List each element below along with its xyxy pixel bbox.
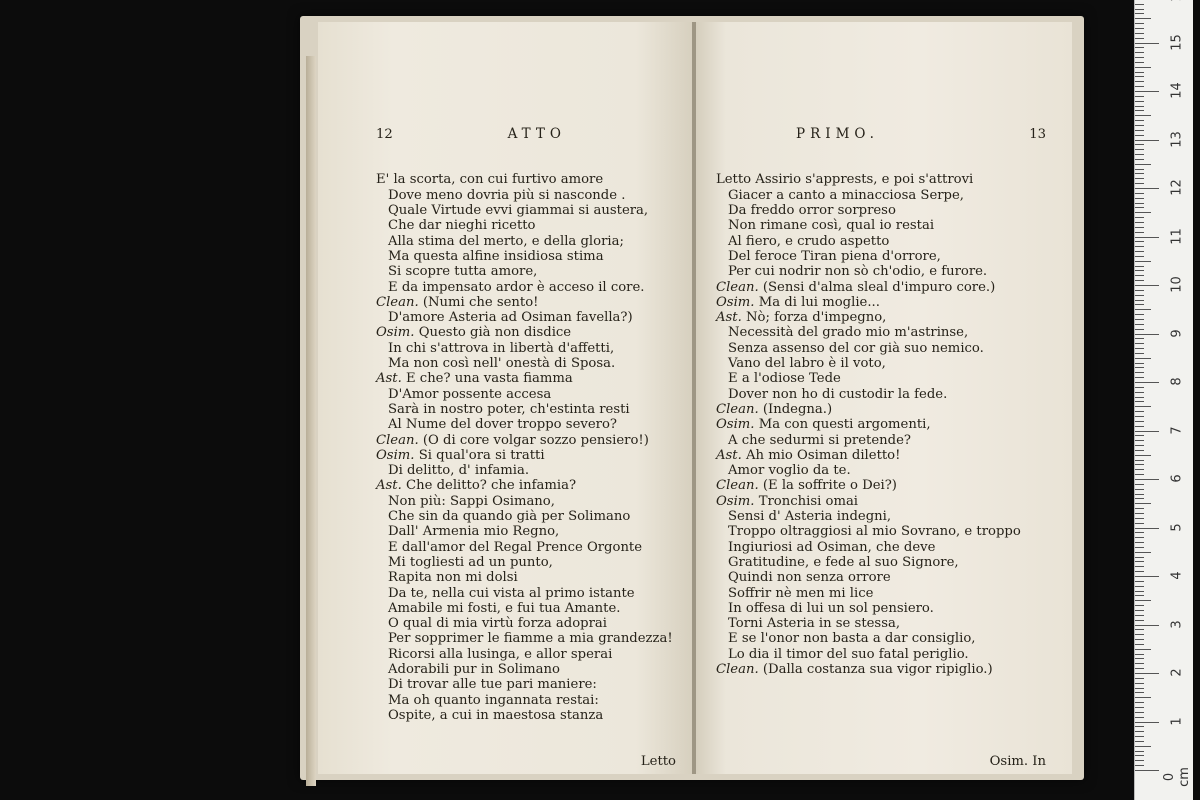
verse-line: Ingiuriosi ad Osiman, che deve (728, 539, 936, 555)
verse-line: Giacer a canto a minacciosa Serpe, (728, 187, 964, 203)
ruler-tick (1135, 295, 1144, 296)
verse-line: Necessità del grado mio m'astrinse, (728, 325, 969, 341)
ruler-tick (1135, 81, 1144, 82)
verse-line: Alla stima del merto, e della gloria; (388, 233, 624, 249)
verse-line: Ricorsi alla lusinga, e allor sperai (388, 646, 613, 662)
ruler-tick (1135, 532, 1144, 533)
ruler-tick (1135, 246, 1144, 247)
ruler-tick (1135, 198, 1144, 199)
ruler-tick (1135, 232, 1144, 233)
verse-line: Osim. Questo già non disdice (376, 325, 572, 341)
ruler-tick (1135, 547, 1144, 548)
ruler-tick (1135, 726, 1144, 727)
ruler-tick (1135, 634, 1144, 635)
ruler-number: 12 (1169, 179, 1185, 196)
ruler-tick (1135, 450, 1144, 451)
ruler-tick (1135, 722, 1159, 723)
ruler-tick (1135, 91, 1159, 92)
ruler-tick (1135, 280, 1144, 281)
ruler-tick (1135, 542, 1144, 543)
ruler-tick (1135, 106, 1144, 107)
ruler-tick (1135, 23, 1144, 24)
ruler-tick (1135, 571, 1144, 572)
verse-line: Si scopre tutta amore, (388, 264, 538, 280)
ruler-tick (1135, 746, 1151, 747)
ruler-tick (1135, 654, 1144, 655)
ruler-tick (1135, 464, 1144, 465)
verse-line: Sensi d' Asteria indegni, (728, 509, 892, 525)
ruler-tick (1135, 9, 1144, 10)
ruler-tick (1135, 329, 1144, 330)
ruler-tick (1135, 518, 1144, 519)
ruler-tick (1135, 159, 1144, 160)
ruler-tick (1135, 503, 1151, 504)
verse-line: Adorabili pur in Solimano (388, 661, 560, 677)
left-page-header (376, 127, 676, 142)
ruler-tick (1135, 697, 1151, 698)
ruler-tick (1135, 251, 1144, 252)
ruler-tick (1135, 552, 1151, 553)
ruler-tick (1135, 154, 1144, 155)
ruler-tick (1135, 43, 1159, 44)
ruler-tick (1135, 377, 1144, 378)
ruler-tick (1135, 678, 1144, 679)
ruler-tick (1135, 528, 1159, 529)
ruler-tick (1135, 227, 1144, 228)
ruler-tick (1135, 615, 1144, 616)
ruler-tick (1135, 275, 1144, 276)
ruler-tick (1135, 576, 1159, 577)
right-page-text (716, 96, 1046, 800)
ruler-tick (1135, 455, 1151, 456)
verse-line: Rapita non mi dolsi (388, 570, 518, 586)
verse-line: Osim. Si qual'ora si tratti (376, 447, 545, 463)
verse-line: E a l'odiose Tede (728, 371, 841, 387)
ruler-tick (1135, 266, 1144, 267)
ruler-tick (1135, 668, 1144, 669)
verse-line: E dall'amor del Regal Prence Orgonte (388, 539, 643, 555)
ruler-tick (1135, 479, 1159, 480)
verse-line: Di trovar alle tue pari maniere: (388, 677, 597, 693)
ruler-tick (1135, 164, 1151, 165)
speaker-label: Clean. (716, 401, 759, 417)
ruler-tick (1135, 707, 1144, 708)
ruler-tick (1135, 324, 1144, 325)
ruler-tick (1135, 591, 1144, 592)
speaker-label: Clean. (716, 661, 759, 677)
verse-line: Clean. (Numi che sento! (376, 294, 539, 310)
ruler-tick (1135, 639, 1144, 640)
ruler-tick (1135, 411, 1144, 412)
verse-line: Ospite, a cui in maestosa stanza (388, 707, 604, 723)
ruler-number: 5 (1169, 522, 1185, 532)
ruler-tick (1135, 382, 1159, 383)
ruler-tick (1135, 38, 1144, 39)
ruler-tick (1135, 169, 1144, 170)
ruler-tick (1135, 319, 1144, 320)
ruler-tick (1135, 489, 1144, 490)
verse-line: Ma oh quanto ingannata restai: (388, 692, 599, 708)
ruler-tick (1135, 717, 1144, 718)
ruler-tick (1135, 426, 1144, 427)
verse-line: In offesa di lui un sol pensiero. (728, 600, 934, 616)
verse-line: Quale Virtude evvi giammai si austera, (388, 203, 649, 219)
ruler-tick (1135, 140, 1159, 141)
verse-line: Troppo oltraggiosi al mio Sovrano, e troppo (728, 524, 1021, 540)
verse-line: Dover non ho di custodir la fede. (728, 386, 948, 402)
ruler-tick (1135, 86, 1144, 87)
ruler-number: 15 (1169, 33, 1185, 51)
speaker-label: Osim. (376, 325, 415, 341)
ruler-tick (1135, 683, 1144, 684)
ruler-tick (1135, 193, 1144, 194)
right-page-lines (716, 172, 1046, 677)
ruler-tick (1135, 557, 1144, 558)
ruler-number: 14 (1169, 82, 1185, 99)
ruler-tick (1135, 460, 1144, 461)
ruler-tick (1135, 62, 1144, 63)
ruler-tick (1135, 663, 1144, 664)
verse-line: Che dar nieghi ricetto (388, 218, 536, 234)
ruler-tick (1135, 421, 1144, 422)
ruler-tick (1135, 348, 1144, 349)
ruler-tick (1135, 18, 1151, 19)
verse-line: O qual di mia virtù forza adoprai (388, 616, 607, 632)
verse-line: Quindi non senza orrore (728, 570, 891, 586)
ruler-tick (1135, 431, 1159, 432)
verse-line: Vano del labro è il voto, (728, 356, 886, 372)
ruler-tick (1135, 363, 1144, 364)
ruler-tick (1135, 751, 1144, 752)
ruler-tick (1135, 130, 1144, 131)
ruler-tick (1135, 76, 1144, 77)
ruler-tick (1135, 222, 1144, 223)
ruler-tick (1135, 416, 1144, 417)
ruler-tick (1135, 334, 1159, 335)
verse-line: Clean. (Sensi d'alma sleal d'impuro core.) (716, 279, 996, 295)
ruler-number: 2 (1169, 668, 1185, 677)
ruler-tick (1135, 67, 1151, 68)
verse-line: A che sedurmi si pretende? (728, 432, 911, 448)
right-catchword: Osim. In (989, 753, 1046, 769)
ruler-tick (1135, 183, 1144, 184)
ruler-tick (1135, 605, 1144, 606)
ruler-tick (1135, 135, 1144, 136)
ruler-tick (1135, 620, 1144, 621)
ruler-tick (1135, 755, 1144, 756)
ruler-number (1170, 0, 1185, 6)
ruler-tick (1135, 241, 1144, 242)
ruler-tick (1135, 115, 1151, 116)
verse-line: Clean. (Dalla costanza sua vigor ripiglio.) (716, 661, 993, 677)
ruler-number: 13 (1169, 130, 1185, 148)
ruler-tick (1135, 256, 1144, 257)
ruler-tick (1135, 188, 1159, 189)
verse-line: Lo dia il timor del suo fatal periglio. (728, 646, 969, 662)
verse-line: Osim. Ma di lui moglie... (716, 294, 880, 310)
verse-line: Clean. (Indegna.) (716, 401, 833, 417)
ruler-tick (1135, 212, 1151, 213)
ruler-tick (1135, 712, 1144, 713)
verse-line: Ast. E che? una vasta fiamma (376, 371, 573, 387)
ruler-number: 7 (1169, 425, 1185, 435)
speaker-label: Clean. (376, 432, 419, 448)
verse-line: D'amore Asteria ad Osiman favella?) (388, 310, 633, 326)
ruler-tick (1135, 595, 1144, 596)
verse-line: In chi s'attrova in libertà d'affetti, (388, 340, 615, 356)
left-page-lines (376, 172, 676, 723)
ruler-tick (1135, 358, 1151, 359)
ruler-tick (1135, 629, 1144, 630)
ruler-tick (1135, 353, 1144, 354)
verse-line: E da impensato ardor è acceso il core. (388, 279, 645, 295)
ruler-tick (1135, 290, 1144, 291)
ruler-tick (1135, 304, 1144, 305)
verse-line: Sarà in nostro poter, ch'estinta resti (388, 401, 630, 417)
speaker-label: Clean. (376, 294, 419, 310)
verse-line: Per sopprimer le fiamme a mia grandezza! (388, 631, 673, 647)
verse-line: Da freddo orror sorpreso (728, 203, 896, 219)
verse-line: E se l'onor non basta a dar consiglio, (728, 631, 976, 647)
ruler-tick (1135, 401, 1144, 402)
ruler-tick (1135, 314, 1144, 315)
open-book (300, 16, 1084, 780)
ruler-tick (1135, 178, 1144, 179)
ruler-tick (1135, 435, 1144, 436)
ruler-tick (1135, 692, 1144, 693)
ruler-tick (1135, 343, 1144, 344)
verse-line: Amor voglio da te. (728, 463, 851, 479)
ruler-tick (1135, 445, 1144, 446)
ruler-tick (1135, 658, 1144, 659)
verse-line: Ast. Nò; forza d'impegno, (716, 310, 887, 326)
ruler-tick (1135, 72, 1144, 73)
verse-line: Senza assenso del cor già suo nemico. (728, 340, 984, 356)
ruler-tick (1135, 406, 1151, 407)
ruler-tick (1135, 149, 1144, 150)
verse-line: D'Amor possente accesa (388, 386, 552, 402)
ruler-tick (1135, 770, 1159, 771)
verse-line: Per cui nodrir non sò ch'odio, e furore. (728, 264, 988, 280)
speaker-label: Ast. (376, 478, 402, 494)
verse-line: Osim. Tronchisi omai (716, 493, 859, 509)
ruler-tick (1135, 203, 1144, 204)
left-running-title: ATTO (507, 125, 566, 142)
verse-line: Clean. (O di core volgar sozzo pensiero!) (376, 432, 649, 448)
ruler-tick (1135, 741, 1144, 742)
verse-line: Gratitudine, e fede al suo Signore, (728, 554, 959, 570)
measuring-ruler (1134, 0, 1193, 800)
ruler-tick (1135, 144, 1144, 145)
verse-line: Dall' Armenia mio Regno, (388, 524, 560, 540)
ruler-number: 11 (1169, 227, 1185, 245)
verse-line: Amabile mi fosti, e fui tua Amante. (388, 600, 621, 616)
ruler-tick (1135, 392, 1144, 393)
ruler-tick (1135, 760, 1144, 761)
ruler-number: 3 (1169, 619, 1185, 629)
ruler-tick (1135, 261, 1151, 262)
left-page-number: 12 (376, 126, 393, 142)
ruler-number: 1 (1169, 716, 1185, 726)
verse-line: Ma questa alfine insidiosa stima (388, 248, 604, 264)
ruler-tick (1135, 484, 1144, 485)
ruler-tick (1135, 397, 1144, 398)
verse-line: Del feroce Tiran piena d'orrore, (728, 248, 941, 264)
verse-line: Da te, nella cui vista al primo istante (388, 585, 635, 601)
ruler-tick (1135, 207, 1144, 208)
ruler-tick (1135, 309, 1151, 310)
ruler-tick (1135, 673, 1159, 674)
ruler-tick (1135, 537, 1144, 538)
ruler-tick (1135, 237, 1159, 238)
ruler-tick (1135, 57, 1144, 58)
ruler-tick (1135, 367, 1144, 368)
verse-line: Non rimane così, qual io restai (728, 218, 935, 234)
ruler-tick (1135, 125, 1144, 126)
ruler-tick (1135, 688, 1144, 689)
ruler-tick (1135, 285, 1159, 286)
ruler-tick (1135, 508, 1144, 509)
speaker-label: Clean. (716, 279, 759, 295)
speaker-label: Osim. (716, 493, 755, 509)
ruler-tick (1135, 581, 1144, 582)
right-page-number: 13 (1029, 126, 1046, 142)
ruler-tick (1135, 270, 1144, 271)
ruler-tick (1135, 494, 1144, 495)
ruler-tick (1135, 52, 1144, 53)
speaker-label: Clean. (716, 478, 759, 494)
verse-line: Ast. Che delitto? che infamia? (376, 478, 577, 494)
ruler-tick (1135, 513, 1144, 514)
ruler-number: 9 (1169, 328, 1185, 338)
verse-line: Al fiero, e crudo aspetto (728, 233, 890, 249)
verse-line: Al Nume del dover troppo severo? (388, 417, 617, 433)
ruler-tick (1135, 440, 1144, 441)
ruler-tick (1135, 120, 1144, 121)
right-running-title: PRIMO. (796, 125, 879, 142)
ruler-tick (1135, 338, 1144, 339)
ruler-tick (1135, 649, 1151, 650)
verse-line: Ma non così nell' onestà di Sposa. (388, 356, 616, 372)
ruler-tick (1135, 110, 1144, 111)
ruler-tick (1135, 765, 1144, 766)
ruler-tick (1135, 610, 1144, 611)
verse-line: Soffrir nè men mi lice (728, 585, 874, 601)
verse-line: E' la scorta, con cui furtivo amore (376, 172, 604, 188)
ruler-tick (1135, 469, 1144, 470)
verse-line: Ast. Ah mio Osiman diletto! (716, 447, 901, 463)
ruler-tick (1135, 644, 1144, 645)
speaker-label: Ast. (376, 371, 402, 387)
ruler-tick (1135, 561, 1144, 562)
verse-line: Osim. Ma con questi argomenti, (716, 417, 931, 433)
ruler-tick (1135, 498, 1144, 499)
left-page-text (376, 96, 676, 800)
speaker-label: Osim. (716, 294, 755, 310)
speaker-label: Osim. (716, 417, 755, 433)
ruler-tick (1135, 13, 1144, 14)
verse-line: Dove meno dovria più si nasconde . (388, 187, 626, 203)
ruler-tick (1135, 4, 1144, 5)
ruler-tick (1135, 702, 1144, 703)
ruler-tick (1135, 586, 1144, 587)
ruler-tick (1135, 625, 1159, 626)
ruler-number: 4 (1169, 571, 1185, 580)
ruler-tick (1135, 300, 1144, 301)
verse-line: Non più: Sappi Osimano, (388, 493, 555, 509)
ruler-tick (1135, 47, 1144, 48)
left-page (318, 22, 692, 774)
ruler-tick (1135, 731, 1144, 732)
left-catchword: Letto (640, 753, 676, 769)
ruler-tick (1135, 33, 1144, 34)
ruler-number: 8 (1169, 377, 1185, 386)
verse-line: Mi togliesti ad un punto, (388, 554, 553, 570)
verse-line: Che sin da quando già per Solimano (388, 509, 631, 525)
ruler-tick (1135, 173, 1144, 174)
ruler-tick (1135, 523, 1144, 524)
ruler-tick (1135, 566, 1144, 567)
verse-line: Torni Asteria in se stessa, (728, 616, 901, 632)
verse-line: Clean. (E la soffrite o Dei?) (716, 478, 897, 494)
ruler-tick (1135, 474, 1144, 475)
ruler-tick (1135, 96, 1144, 97)
ruler-number: 6 (1169, 474, 1185, 483)
speaker-label: Ast. (716, 310, 742, 326)
ruler-tick (1135, 736, 1144, 737)
verse-line: Letto Assirio s'apprests, e poi s'attrovi (716, 172, 974, 188)
ruler-tick (1135, 372, 1144, 373)
ruler-tick (1135, 101, 1144, 102)
ruler-tick (1135, 217, 1144, 218)
verse-line: Di delitto, d' infamia. (388, 463, 530, 479)
ruler-number: 0 cm (1162, 767, 1192, 787)
ruler-number: 10 (1169, 276, 1185, 293)
ruler-tick (1135, 28, 1144, 29)
ruler-tick (1135, 600, 1151, 601)
speaker-label: Osim. (376, 447, 415, 463)
right-page-header (716, 127, 1046, 142)
right-page (696, 22, 1072, 774)
ruler-tick (1135, 387, 1144, 388)
speaker-label: Ast. (716, 447, 742, 463)
book-edge (306, 56, 316, 786)
